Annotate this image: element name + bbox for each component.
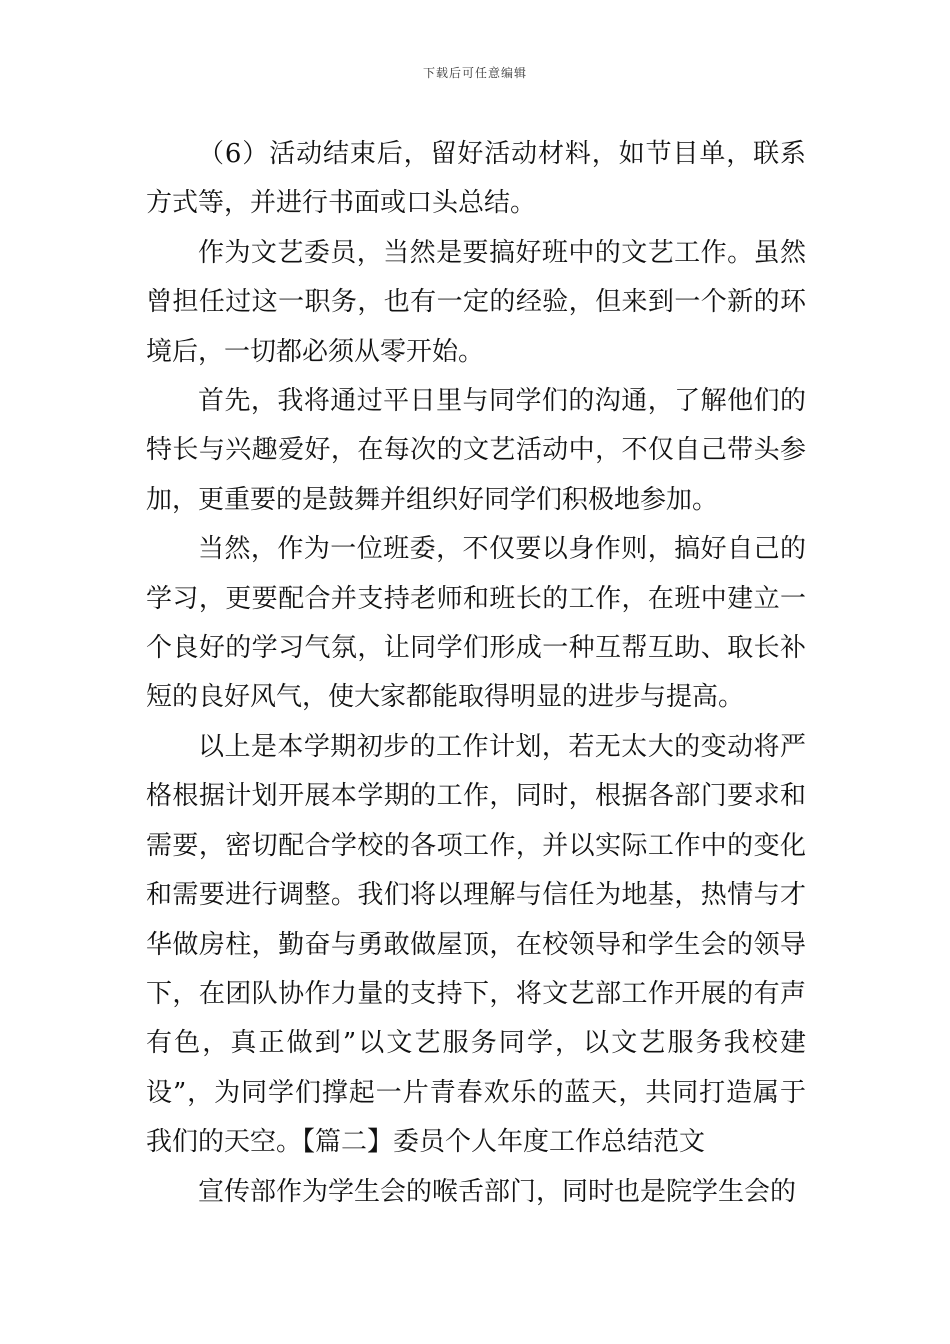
header-note: 下载后可任意编辑 [422,66,527,80]
paragraph-arts-committee-role: 作为文艺委员，当然是要搞好班中的文艺工作。虽然曾担任过这一职务，也有一定的经验，但来到一个新的环境后，一切都必须从零开始。 [146,237,806,367]
paragraph-activity-summary: （6）活动结束后，留好活动材料，如节目单，联系方式等，并进行书面或口头总结。 [146,139,806,219]
document-body [146,130,806,1217]
paragraph-publicity-department: 宣传部作为学生会的喉舌部门，同时也是院学生会的 [198,1176,797,1207]
paragraph-class-committee: 当然，作为一位班委，不仅要以身作则，搞好自己的学习，更要配合并支持老师和班长的工作，在班中建立一个良好的学习气氛，让同学们形成一种互帮互助、取长补短的良好风气，使大家都能取得明显的进步与提高。 [146,534,806,713]
paragraph-semester-plan: 以上是本学期初步的工作计划，若无太大的变动将严格根据计划开展本学期的工作，同时，根据各部门要求和需要，密切配合学校的各项工作，并以实际工作中的变化和需要进行调整。我们将以理解与信任为地基，热情与才华做房柱，勤奋与勇敢做屋顶，在校领导和学生会的领导下，在团队协作力量的支持下，将文艺部工作开展的有声有色，真正做到”以文艺服务同学，以文艺服务我校建设”，为同学们撑起一片青春欢乐的蓝天，共同打造属于我们的天空。【篇二】委员个人年度工作总结范文 [146,731,806,1158]
paragraph-first-plan: 首先，我将通过平日里与同学们的沟通，了解他们的特长与兴趣爱好，在每次的文艺活动中，不仅自己带头参加，更重要的是鼓舞并组织好同学们积极地参加。 [146,386,806,515]
